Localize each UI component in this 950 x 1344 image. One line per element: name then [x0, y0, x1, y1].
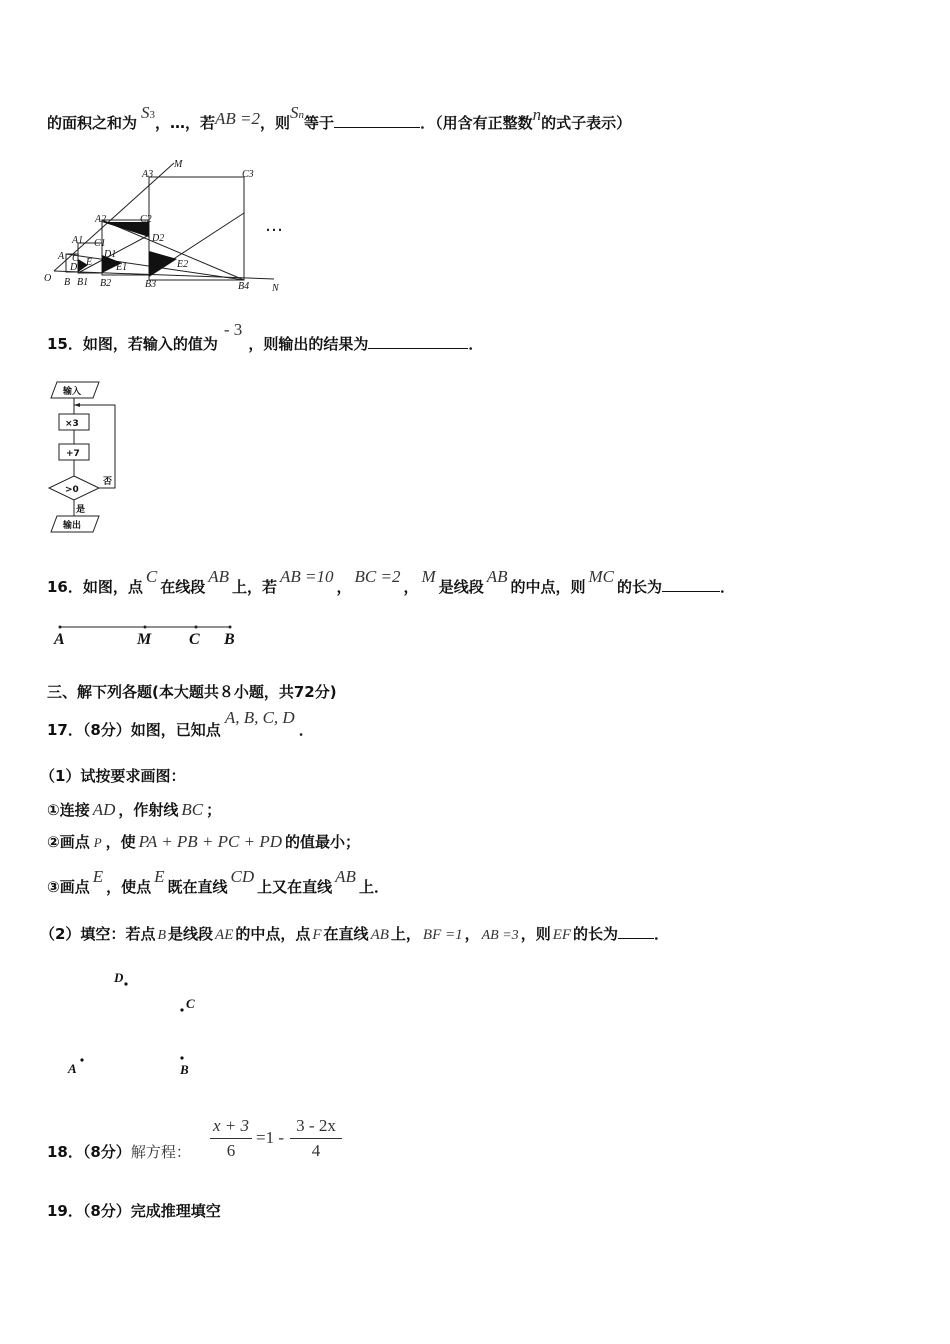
q17-f: F	[312, 927, 322, 943]
fig-label-B: B	[64, 277, 71, 288]
fig-label-E: E	[86, 257, 93, 268]
q18-num2: 3 - 2x	[296, 1116, 336, 1135]
q16-ab: AB	[208, 567, 230, 586]
flow-times3: ×3	[65, 419, 79, 429]
flow-output: 输出	[63, 521, 82, 531]
q14-figure-dots: …	[265, 215, 286, 236]
q14-figure	[42, 155, 292, 295]
q16-ab10: AB =10	[280, 567, 334, 586]
q17-points-figure	[60, 962, 220, 1082]
fig-label-E1: E1	[116, 262, 128, 273]
fig-label-D2: D2	[152, 233, 165, 244]
q17-ae: AE	[215, 927, 234, 943]
fig-label-M: M	[174, 159, 183, 170]
q17-bf: BF =1	[422, 927, 463, 943]
q18-den2: 4	[311, 1141, 321, 1160]
q17-cd: CD	[230, 867, 255, 886]
q15-line: 15．如图，若输入的值为- 3，则输出的结果为 ．	[47, 320, 484, 353]
fig-label-B4: B4	[238, 281, 250, 292]
fig-label-E2: E2	[177, 259, 189, 270]
q18-fraction-1	[210, 1116, 252, 1161]
q17-ab: AB	[335, 867, 356, 886]
q17-ef: EF	[552, 927, 572, 943]
point-label-d: D	[114, 970, 124, 985]
q17-points: A, B, C, D	[224, 708, 295, 727]
seg-label-m: M	[137, 631, 152, 648]
q18-mid: =1 -	[256, 1128, 284, 1147]
section-3-heading: 三、解下列各题(本大题共８小题，共72分)	[47, 683, 337, 701]
q16-line: 16．如图，点C在线段AB上，若AB =10，BC =2，M是线段AB的中点，则MC的长为 ．	[47, 567, 736, 596]
q17-sum: PA + PB + PC + PD	[138, 832, 283, 851]
flow-input: 输入	[63, 387, 82, 397]
q17-b: B	[157, 928, 167, 943]
q17-ad: AD	[92, 800, 116, 819]
q18-den1: 6	[226, 1141, 236, 1160]
q14-line: 的面积之和为S3，…，若AB =2，则Sn等于 ．（用含有正整数n的式子表示）	[47, 103, 632, 132]
fig-label-C: C	[72, 253, 79, 264]
seg-label-c: C	[189, 631, 200, 648]
q17-step3: ③画点E，使点E既在直线CD上又在直线AB上．	[47, 867, 389, 896]
fig-label-A1: A1	[72, 235, 84, 246]
q17-line: 17．（8分）如图，已知点A, B, C, D．	[47, 708, 314, 739]
fig-label-C2: C2	[140, 214, 152, 225]
fig-label-A3: A3	[142, 169, 154, 180]
fig-label-B2: B2	[100, 278, 112, 289]
seg-label-a: A	[54, 631, 65, 648]
fig-label-C3: C3	[242, 169, 254, 180]
n-symbol: n	[532, 105, 542, 124]
q17-bc: BC	[181, 800, 204, 819]
sn-symbol: Sn	[290, 103, 305, 122]
ab-eq-2: AB =2	[215, 109, 261, 128]
flow-no: 否	[103, 477, 113, 487]
fig-label-D1: D1	[104, 249, 117, 260]
q16-m: M	[421, 567, 436, 586]
q17-part1: （1）试按要求画图：	[40, 767, 186, 785]
q18-num1: x + 3	[212, 1116, 250, 1135]
q15-flowchart	[45, 378, 125, 538]
q17-step1: ①连接 AD ，作射线 BC ；	[47, 800, 222, 819]
fig-label-B3: B3	[145, 279, 157, 290]
q17-ab3: AB =3	[481, 928, 519, 943]
q16-answer-blank[interactable]	[662, 591, 720, 592]
s3-symbol: S3	[141, 103, 156, 122]
q16-segment-figure	[50, 618, 250, 650]
flow-plus7: +7	[66, 449, 80, 459]
flow-cond: >0	[65, 485, 79, 495]
point-label-b: B	[180, 1062, 189, 1077]
q15-input-value: - 3	[223, 320, 243, 339]
fig-label-A2: A2	[95, 214, 107, 225]
q15-answer-blank[interactable]	[368, 348, 468, 349]
q16-point-c: C	[145, 567, 158, 586]
q16-bc2: BC =2	[354, 567, 401, 586]
fig-label-D: D	[70, 262, 78, 273]
q17-part2: （2）填空：若点 B 是线段 AE 的中点，点 F 在直线 AB 上， BF =1 ， AB =3 ，则 EF 的长为 ．	[40, 925, 670, 943]
fig-label-B1: B1	[77, 277, 89, 288]
q17-e2: E	[154, 867, 165, 886]
point-label-c: C	[186, 996, 195, 1011]
q17-p: P	[93, 835, 102, 850]
point-label-a: A	[68, 1061, 77, 1076]
q17-answer-blank[interactable]	[618, 938, 654, 939]
q16-mc: MC	[588, 567, 614, 586]
fig-label-N: N	[272, 283, 279, 294]
fig-label-O: O	[44, 273, 52, 284]
q18-fraction-2	[290, 1116, 342, 1161]
q17-ab2: AB	[370, 927, 389, 943]
q19-line: 19．（8分）完成推理填空	[47, 1202, 221, 1220]
q17-step2: ②画点 P ，使 PA + PB + PC + PD 的值最小；	[47, 832, 361, 851]
fig-label-A: A	[58, 251, 65, 262]
q16-ab2: AB	[486, 567, 508, 586]
q14-answer-blank[interactable]	[334, 127, 420, 128]
q17-e1: E	[92, 867, 104, 886]
q18-line: 18．（8分）解方程：	[47, 1143, 191, 1161]
seg-label-b: B	[224, 631, 235, 648]
flow-yes: 是	[76, 505, 86, 515]
fig-label-C1: C1	[94, 238, 106, 249]
